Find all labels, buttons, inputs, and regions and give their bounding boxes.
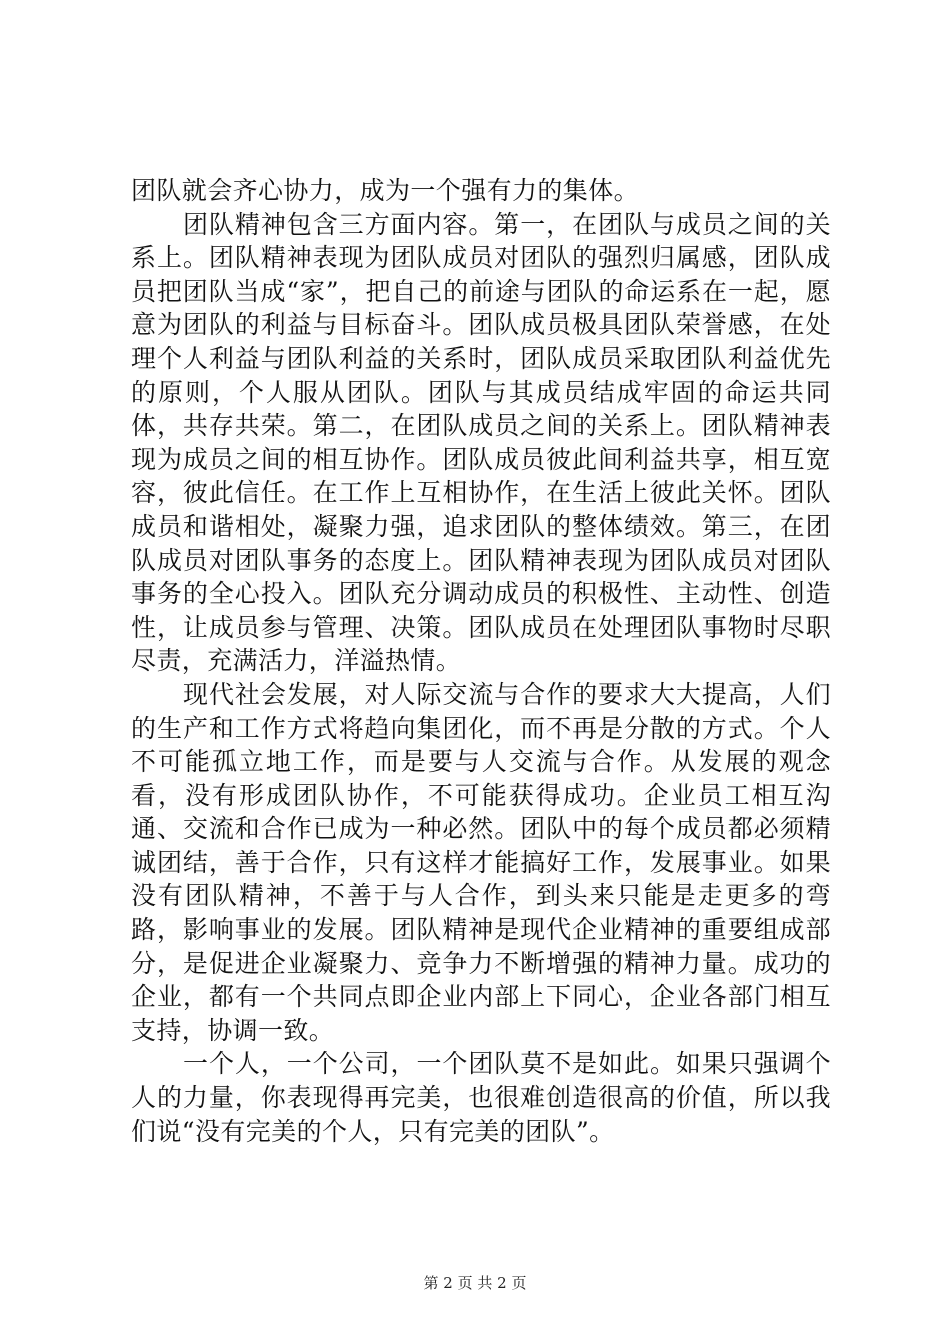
paragraph-modern-society: 现代社会发展，对人际交流与合作的要求大大提高，人们的生产和工作方式将趋向集团化，而不再是分散的方式。个人不可能孤立地工作，而是要与人交流与合作。从发展的观念看，没有形成团队协作，不可能获得成功。企业员工相互沟通、交流和合作已成为一种必然。团队中的每个成员都必须精诚团结，善于合作，只有这样才能搞好工作，发展事业。如果没有团队精神，不善于与人合作，到头来只能是走更多的弯路，影响事业的发展。团队精神是现代企业精神的重要组成部分，是促进企业凝聚力、竞争力不断增强的精神力量。成功的企业，都有一个共同点即企业内部上下同心，企业各部门相互支持，协调一致。 [131,679,831,1045]
paragraph-conclusion: 一个人，一个公司，一个团队莫不是如此。如果只强调个人的力量，你表现得再完美，也很难创造很高的价值，所以我们说“没有完美的个人，只有完美的团队”。 [131,1049,831,1146]
paragraph-continuation: 团队就会齐心协力，成为一个强有力的集体。 [131,176,640,205]
page-number-footer: 第 2 页 共 2 页 [423,1274,527,1292]
paragraph-team-spirit-content: 团队精神包含三方面内容。第一，在团队与成员之间的关系上。团队精神表现为团队成员对团队的强烈归属感，团队成员把团队当成“家”，把自己的前途与团队的命运系在一起，愿意为团队的利益与目标奋斗。团队成员极具团队荣誉感，在处理个人利益与团队利益的关系时，团队成员采取团队利益优先的原则，个人服从团队。团队与其成员结成牢固的命运共同体，共存共荣。第二，在团队成员之间的关系上。团队精神表现为成员之间的相互协作。团队成员彼此间利益共享，相互宽容，彼此信任。在工作上互相协作，在生活上彼此关怀。团队成员和谐相处，凝聚力强，追求团队的整体绩效。第三，在团队成员对团队事务的态度上。团队精神表现为团队成员对团队事务的全心投入。团队充分调动成员的积极性、主动性、创造性，让成员参与管理、决策。团队成员在处理团队事物时尽职尽责，充满活力，洋溢热情。 [131,209,831,676]
document-body [131,174,831,1148]
